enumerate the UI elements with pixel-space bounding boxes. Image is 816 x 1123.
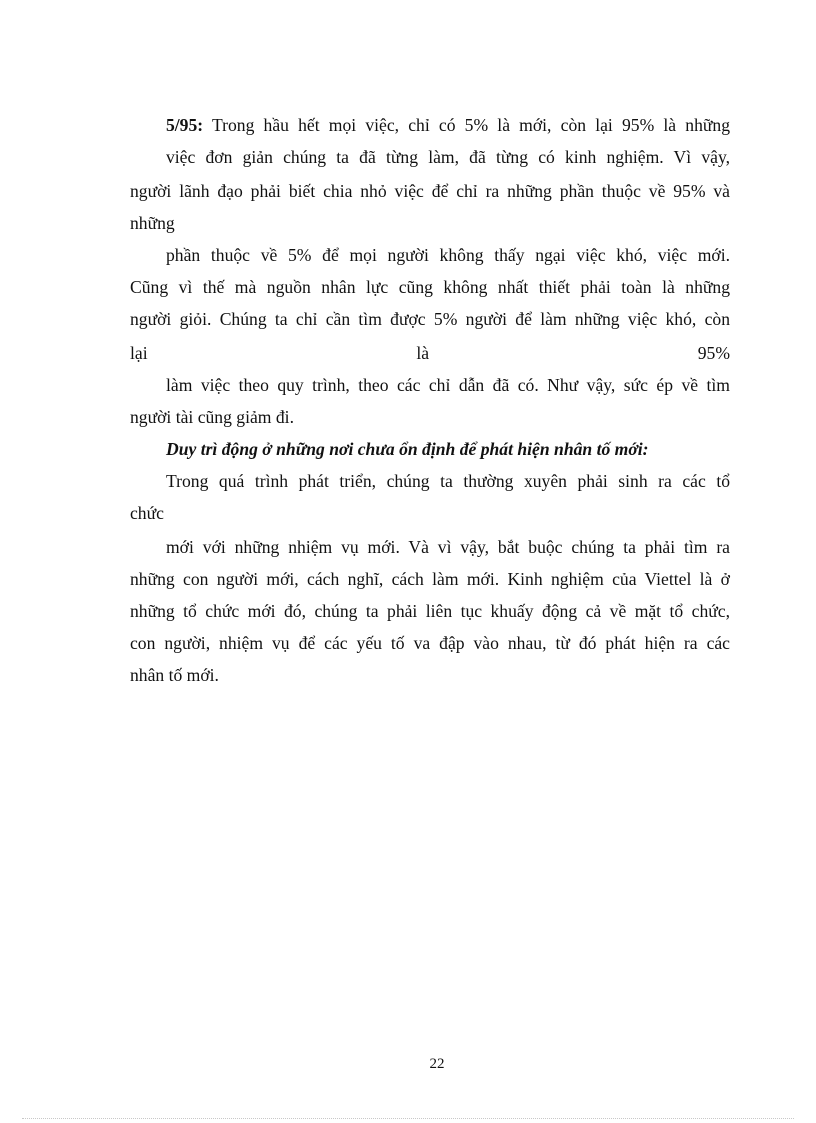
paragraph-5-95-line-2: việc đơn giản chúng ta đã từng làm, đã từng có kinh nghiệm. Vì vậy, — [166, 147, 730, 167]
paragraph-5-95-line-5: phần thuộc về 5% để mọi người không thấy ngại việc khó, việc mới. — [166, 245, 730, 265]
list-item-limitations — [166, 826, 730, 848]
paragraph-5-95-line-9: làm việc theo quy trình, theo các chỉ dẫn đã có. Như vậy, sức ép về tìm — [166, 375, 730, 395]
paragraph-5-95-line-3: người lãnh đạo phải biết chia nhỏ việc để chỉ ra những phần thuộc về 95% và — [130, 181, 730, 201]
paragraph-dynamic-line-6: con người, nhiệm vụ để các yếu tố va đập vào nhau, từ đó phát hiện ra các — [130, 633, 730, 653]
paragraph-5-95-line-10: người tài cũng giảm đi. — [130, 407, 294, 427]
list-item-achievements — [166, 794, 730, 816]
paragraph-5-95-line-1: 5/95: Trong hầu hết mọi việc, chỉ có 5% là mới, còn lại 95% là những — [166, 115, 730, 135]
paragraph-5-95-line-8: lại là 95% — [130, 343, 730, 363]
paragraph-5-95-line-4: những — [130, 213, 175, 233]
paragraph-dynamic-line-4: những con người mới, cách nghĩ, cách làm mới. Kinh nghiệm của Viettel là ở — [130, 569, 730, 589]
paragraph-dynamic-line-5: những tổ chức mới đó, chúng ta phải liên tục khuấy động cả về mặt tổ chức, — [130, 601, 730, 621]
paragraph-dynamic-line-2: chức — [130, 503, 164, 523]
term-5-95: 5/95: — [166, 115, 204, 135]
paragraph-5-95-line-7: người giỏi. Chúng ta chỉ cần tìm được 5% người để làm những việc khó, còn — [130, 309, 730, 329]
paragraph-dynamic-line-7: nhân tố mới. — [130, 665, 219, 685]
paragraph-dynamic-line-1: Trong quá trình phát triển, chúng ta thường xuyên phải sinh ra các tổ — [166, 471, 730, 491]
page-number: 22 — [429, 1056, 445, 1072]
page-bottom-border — [22, 1118, 794, 1119]
paragraph-dynamic-line-3: mới với những nhiệm vụ mới. Và vì vậy, bắt buộc chúng ta phải tìm ra — [166, 537, 730, 557]
paragraph-5-95-line-6: Cũng vì thế mà nguồn nhân lực cũng không nhất thiết phải toàn là những — [130, 277, 730, 297]
heading-dynamic-units: Duy trì động ở những nơi chưa ổn định để phát hiện nhân tố mới: — [166, 439, 649, 459]
